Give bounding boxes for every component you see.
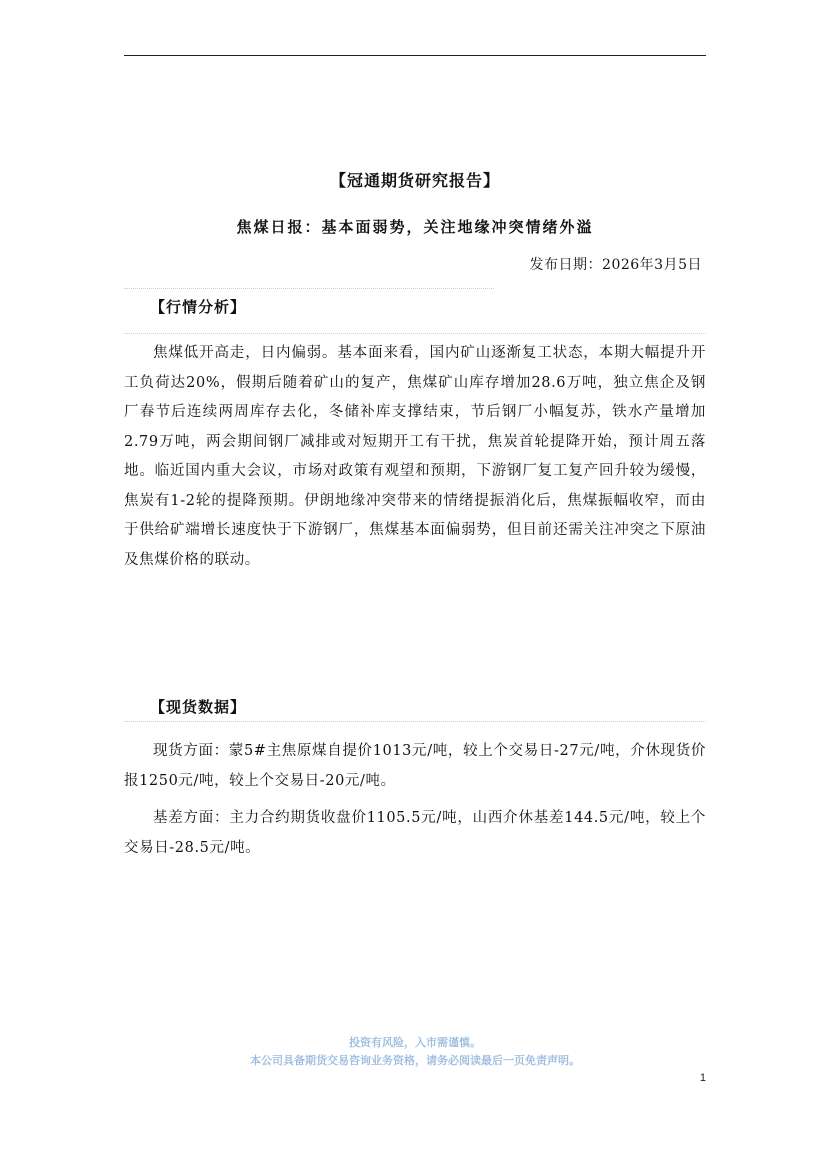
market-analysis-paragraph: 焦煤低开高走，日内偏弱。基本面来看，国内矿山逐渐复工状态，本期大幅提升开工负荷达20%，假期后随着矿山的复产，焦煤矿山库存增加28.6万吨，独立焦企及钢厂春节后连续两周库存去化，冬储补库支撑结束，节后钢厂小幅复苏，铁水产量增加2.79万吨，两会期间钢厂减排或对短期开工有干扰，焦炭首轮提降开始，预计周五落地。临近国内重大会议，市场对政策有观望和预期，下游钢厂复工复产回升较为缓慢，焦炭有1-2轮的提降预期。伊朗地缘冲突带来的情绪提振消化后，焦煤振幅收窄，而由于供给矿端增长速度快于下游钢厂，焦煤基本面偏弱势，但目前还需关注冲突之下原油及焦煤价格的联动。: [124, 345, 706, 568]
publish-date: 发布日期：2026年3月5日: [529, 257, 702, 273]
report-subtitle: 焦煤日报：基本面弱势，关注地缘冲突情绪外溢: [236, 218, 594, 236]
basis-paragraph: 基差方面：主力合约期货收盘价1105.5元/吨，山西介休基差144.5元/吨，较上个交易日-28.5元/吨。: [124, 810, 706, 856]
divider: [124, 333, 706, 334]
divider: [124, 721, 706, 722]
spot-price-paragraph: 现货方面：蒙5#主焦原煤自提价1013元/吨，较上个交易日-27元/吨，介休现货价报1250元/吨，较上个交易日-20元/吨。: [124, 743, 706, 789]
report-title: 【冠通期货研究报告】: [329, 171, 500, 190]
section-heading-spot-data: 【现货数据】: [150, 698, 247, 716]
risk-warning: 投资有风险，入市需谨慎。: [349, 1036, 481, 1049]
page-number: 1: [699, 1072, 706, 1084]
divider: [124, 288, 494, 289]
header-rule: [124, 55, 706, 56]
section-heading-market-analysis: 【行情分析】: [150, 298, 247, 316]
disclaimer: 本公司具备期货交易咨询业务资格，请务必阅读最后一页免责声明。: [250, 1054, 580, 1067]
